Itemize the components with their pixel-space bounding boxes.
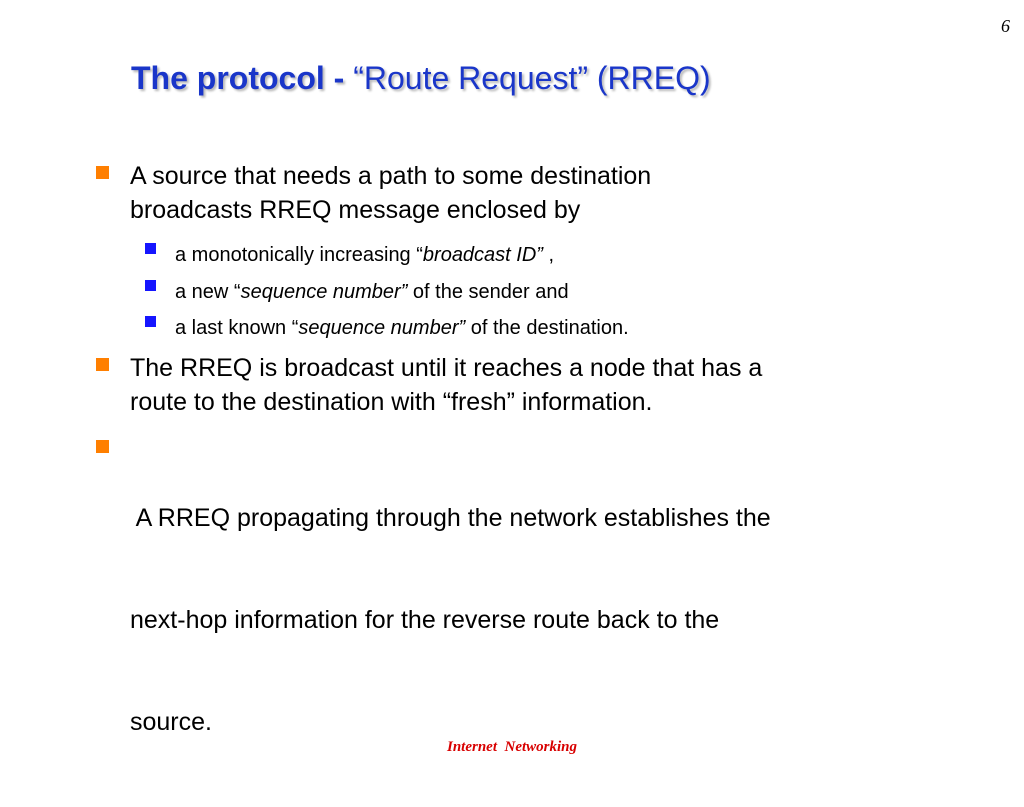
sub-bullet-item bbox=[175, 314, 629, 342]
bullet-marker bbox=[96, 440, 109, 453]
bullet-line: A source that needs a path to some destination bbox=[130, 162, 652, 190]
sub-bullet-text: of the destination. bbox=[465, 317, 629, 339]
bullet-line: next-hop information for the reverse route back to the bbox=[130, 606, 720, 634]
slide-footer: Internet Networking bbox=[446, 739, 578, 755]
sub-bullet-item bbox=[175, 278, 569, 306]
sub-bullet-italic: sequence number” bbox=[240, 281, 408, 303]
bullet-line: route to the destination with “fresh” information. bbox=[130, 388, 653, 416]
bullet-line: A RREQ propagating through the network establishes the bbox=[130, 504, 771, 532]
sub-bullet-text: , bbox=[542, 244, 555, 266]
bullet-marker bbox=[96, 358, 109, 371]
page-number: 6 bbox=[1001, 16, 1010, 36]
sub-bullet-text: a last known “ bbox=[175, 317, 299, 339]
sub-bullet-italic: broadcast ID” bbox=[422, 244, 543, 266]
title-bold-part: The protocol - bbox=[131, 60, 354, 96]
sub-bullet-marker bbox=[145, 316, 156, 327]
sub-bullet-text: a new “ bbox=[175, 281, 241, 303]
title-regular-part: “Route Request” (RREQ) bbox=[353, 60, 711, 96]
sub-bullet-marker bbox=[145, 243, 156, 254]
bullet-line: The RREQ is broadcast until it reaches a node that has a bbox=[130, 354, 763, 382]
bullet-line: source. bbox=[130, 708, 212, 736]
slide-title bbox=[131, 60, 711, 97]
sub-bullet-text: a monotonically increasing “ bbox=[175, 244, 423, 266]
sub-bullet-item bbox=[175, 241, 554, 269]
bullet-line: broadcasts RREQ message enclosed by bbox=[130, 196, 581, 224]
sub-bullet-text: of the sender and bbox=[407, 281, 569, 303]
sub-bullet-marker bbox=[145, 280, 156, 291]
bullet-item bbox=[130, 159, 651, 227]
bullet-marker bbox=[96, 166, 109, 179]
sub-bullet-italic: sequence number” bbox=[298, 317, 466, 339]
bullet-item bbox=[130, 351, 762, 419]
